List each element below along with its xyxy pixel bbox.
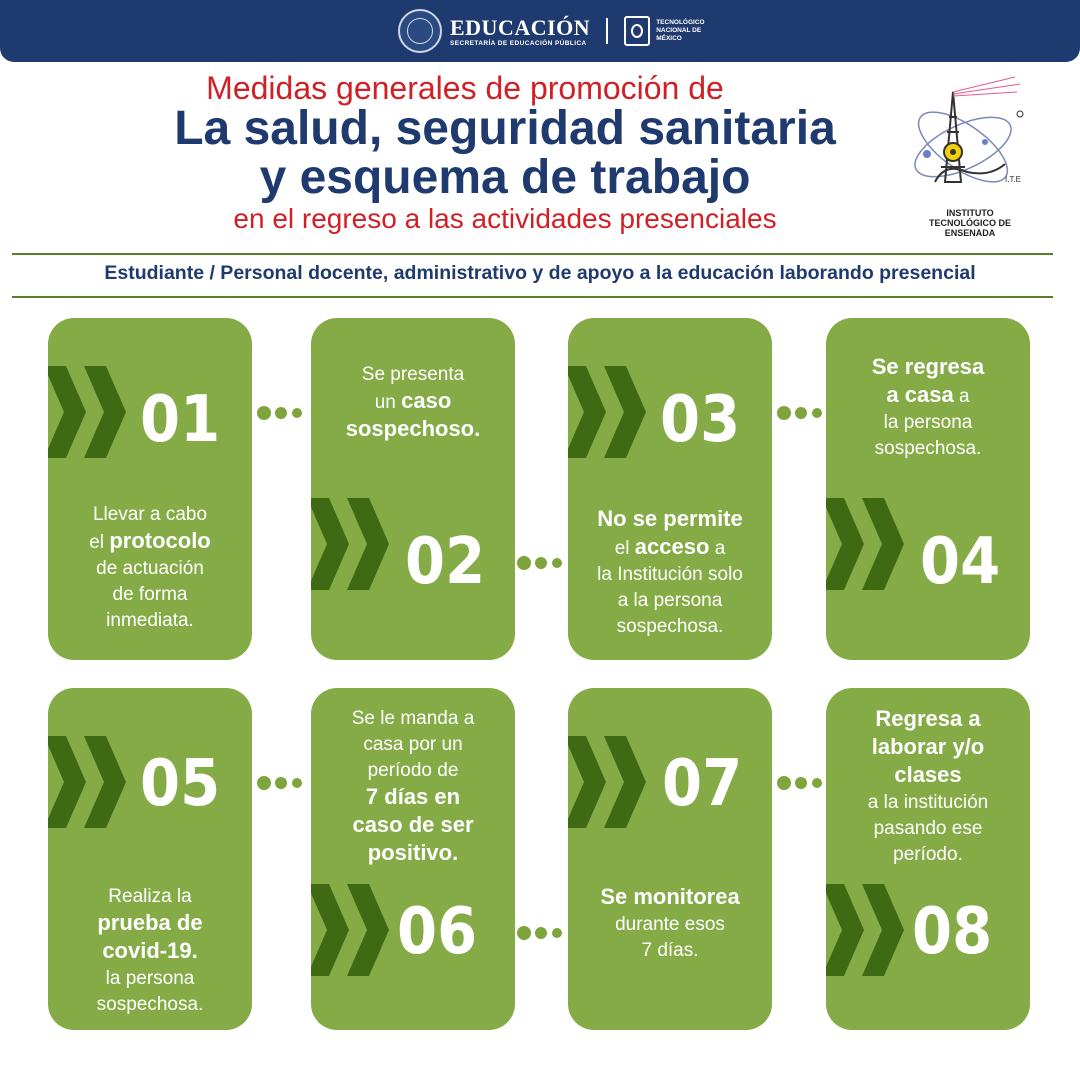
chevron-right-icon bbox=[826, 884, 912, 976]
divider-top bbox=[12, 253, 1053, 255]
step-text: No se permite el acceso a la Institución solo a la persona sospechosa. bbox=[597, 506, 743, 637]
step-number: 06 bbox=[397, 895, 478, 969]
logo-caption-line-2: TECNOLÓGICO DE ENSENADA bbox=[928, 218, 1011, 238]
connector-dots-icon bbox=[257, 406, 305, 420]
logo-caption-line-1: INSTITUTO bbox=[946, 208, 994, 218]
step-number: 03 bbox=[660, 383, 741, 457]
top-bar bbox=[0, 0, 1080, 62]
step-text: Se presenta un caso sospechoso. bbox=[345, 364, 481, 441]
step-number: 01 bbox=[140, 383, 221, 457]
connector-dots-icon bbox=[517, 556, 565, 570]
chevron-right-icon bbox=[568, 366, 654, 458]
brand-title: EDUCACIÓN bbox=[450, 14, 591, 40]
step-text: Se regresa a casa a la persona sospechosa. bbox=[871, 354, 985, 459]
connector-dots-icon bbox=[777, 406, 825, 420]
step-number: 08 bbox=[912, 895, 993, 969]
step-text: Se monitorea durante esos 7 días. bbox=[600, 884, 740, 961]
step-number: 02 bbox=[405, 525, 486, 599]
step-text: Llevar a cabo el protocolo de actuación de forma inmediata. bbox=[89, 504, 211, 631]
step-number: 07 bbox=[662, 747, 743, 821]
logo-caption bbox=[905, 208, 1035, 238]
step-card-06 bbox=[311, 688, 515, 1030]
brand-block bbox=[450, 16, 590, 47]
brand-divider bbox=[606, 18, 608, 44]
title-line-3: y esquema de trabajo bbox=[259, 151, 751, 204]
connector-dots-icon bbox=[257, 776, 305, 790]
step-card-05 bbox=[48, 688, 252, 1030]
chevron-right-icon bbox=[311, 884, 397, 976]
connector-dots-icon bbox=[777, 776, 825, 790]
chevron-right-icon bbox=[48, 366, 134, 458]
chevron-right-icon bbox=[568, 736, 654, 828]
top-bar-content bbox=[398, 8, 726, 54]
step-number: 05 bbox=[140, 747, 221, 821]
tecnm-label: TECNOLÓGICO NACIONAL DE MÉXICO bbox=[656, 19, 705, 42]
step-card-03 bbox=[568, 318, 772, 660]
step-card-07 bbox=[568, 688, 772, 1030]
divider-bottom bbox=[12, 296, 1053, 298]
step-text: Regresa a laborar y/o clases a la institución pasando ese período. bbox=[867, 706, 989, 865]
chevron-right-icon bbox=[826, 498, 912, 590]
title-line-2: La salud, seguridad sanitaria bbox=[174, 102, 836, 155]
logo-initials: I.T.E bbox=[1005, 175, 1022, 184]
step-text: Se le manda a casa por un período de 7 días en caso de ser positivo. bbox=[351, 708, 475, 865]
title-line-1: Medidas generales de promoción de bbox=[206, 70, 724, 106]
tecnm-logo-icon bbox=[624, 16, 650, 46]
step-card-04 bbox=[826, 318, 1030, 660]
connector-dots-icon bbox=[517, 926, 565, 940]
step-card-01 bbox=[48, 318, 252, 660]
brand-subtitle: SECRETARÍA DE EDUCACIÓN PÚBLICA bbox=[450, 39, 587, 47]
step-number: 04 bbox=[920, 525, 1001, 599]
chevron-right-icon bbox=[311, 498, 397, 590]
chevron-right-icon bbox=[48, 736, 134, 828]
step-card-08 bbox=[826, 688, 1030, 1030]
step-text: Realiza la prueba de covid-19. la persona sospechosa. bbox=[96, 886, 204, 1015]
government-seal-icon bbox=[398, 9, 442, 53]
title-line-4: en el regreso a las actividades presenciales bbox=[233, 203, 777, 234]
audience-subtitle: Estudiante / Personal docente, administrativo y de apoyo a la educación laborando presencial bbox=[104, 262, 976, 284]
step-card-02 bbox=[311, 318, 515, 660]
